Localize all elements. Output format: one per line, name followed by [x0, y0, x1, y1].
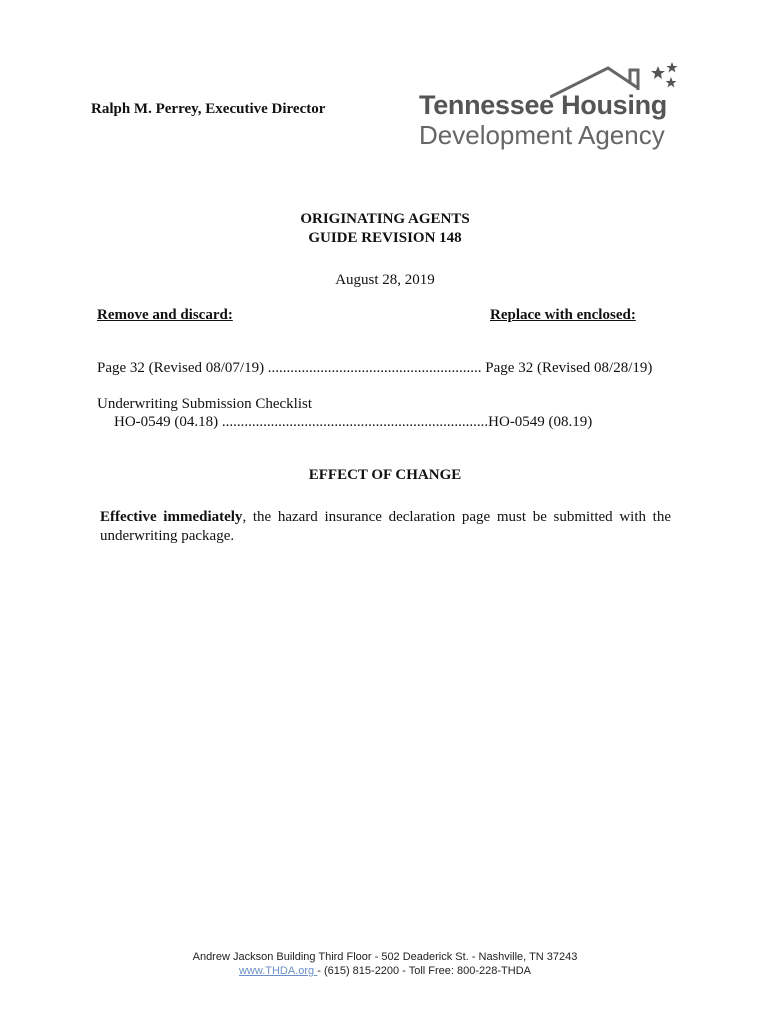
- thda-logo: [415, 60, 685, 155]
- executive-director-name: Ralph M. Perrey, Executive Director: [91, 101, 326, 117]
- document-date: August 28, 2019: [335, 272, 435, 288]
- replace-column-heading: Replace with enclosed:: [490, 307, 636, 323]
- revision-entry: Underwriting Submission Checklist: [97, 396, 312, 412]
- document-title-line2: GUIDE REVISION 148: [308, 230, 462, 246]
- remove-column-heading: Remove and discard:: [97, 307, 233, 323]
- footer-phone: - (615) 815-2200 - Toll Free: 800-228-THDA: [317, 965, 532, 977]
- document-title-line1: ORIGINATING AGENTS: [300, 211, 470, 227]
- website-link[interactable]: www.THDA.org: [238, 965, 318, 977]
- footer-contact: [0, 965, 770, 977]
- revision-entry: Page 32 (Revised 08/07/19) ......................................................... Page 32 (Revised 08/28/19): [97, 360, 653, 376]
- effect-lead: Effective immediately: [100, 509, 243, 525]
- revision-entry: HO-0549 (04.18) .......................................................................HO-0549 (08.19): [114, 414, 593, 430]
- logo-text-line1: Tennessee Housing: [419, 90, 667, 120]
- footer-address: Andrew Jackson Building Third Floor - 502 Deaderick St. - Nashville, TN 37243: [192, 951, 578, 963]
- logo-text-line2: Development Agency: [419, 120, 665, 150]
- effect-heading: EFFECT OF CHANGE: [308, 467, 462, 483]
- effect-paragraph: [100, 508, 671, 546]
- effect-body: , the hazard insurance declaration page must be submitted with the underwriting package.: [100, 509, 671, 544]
